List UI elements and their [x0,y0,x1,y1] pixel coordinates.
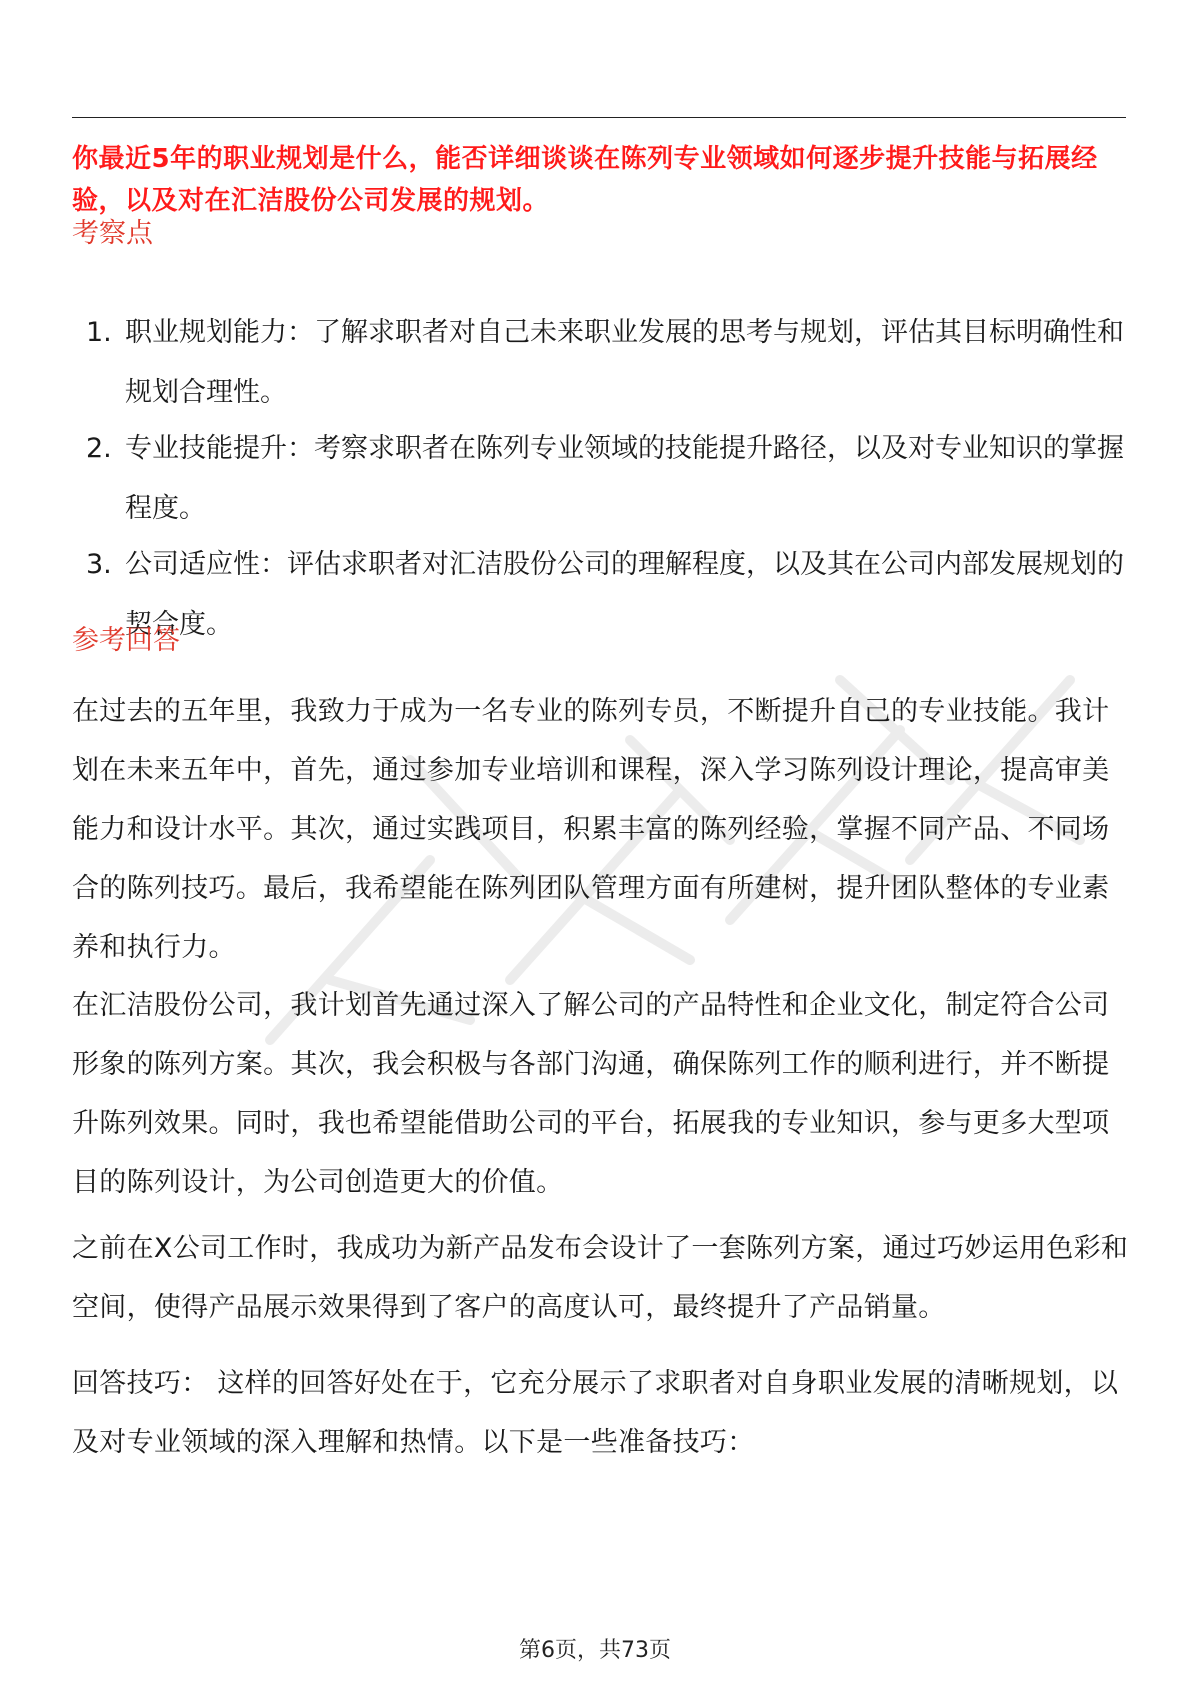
list-item [72,419,1132,539]
answer-paragraph: 之前在X公司工作时，我成功为新产品发布会设计了一套陈列方案，通过巧妙运用色彩和空间，使得产品展示效果得到了客户的高度认可，最终提升了产品销量。 [72,1233,1129,1323]
question-title: 你最近5年的职业规划是什么，能否详细谈谈在陈列专业领域如何逐步提升技能与拓展经验，以及对在汇洁股份公司发展的规划。 [72,144,1098,216]
list-item [72,303,1132,423]
section-heading-evaluation: 考察点 [72,218,153,249]
evaluation-points-list [72,303,1132,655]
list-item [72,535,1132,655]
list-item-text: 公司适应性：评估求职者对汇洁股份公司的理解程度，以及其在公司内部发展规划的契合度。 [125,549,1124,640]
list-item-text: 专业技能提升：考察求职者在陈列专业领域的技能提升路径，以及对专业知识的掌握程度。 [125,433,1124,524]
top-divider [72,117,1126,118]
list-item-number: 1. [86,317,112,348]
answer-paragraph: 在过去的五年里，我致力于成为一名专业的陈列专员，不断提升自己的专业技能。我计划在未来五年中，首先，通过参加专业培训和课程，深入学习陈列设计理论，提高审美能力和设计水平。其次，通过实践项目，积累丰富的陈列经验，掌握不同产品、不同场合的陈列技巧。最后，我希望能在陈列团队管理方面有所建树，提升团队整体的专业素养和执行力。 [72,696,1110,963]
page-number: 第6页，共73页 [519,1638,671,1663]
list-item-number: 3. [86,549,112,580]
list-item-number: 2. [86,433,112,464]
answer-paragraph: 在汇洁股份公司，我计划首先通过深入了解公司的产品特性和企业文化，制定符合公司形象的陈列方案。其次，我会积极与各部门沟通，确保陈列工作的顺利进行，并不断提升陈列效果。同时，我也希望能借助公司的平台，拓展我的专业知识，参与更多大型项目的陈列设计，为公司创造更大的价值。 [72,990,1110,1198]
list-item-text: 职业规划能力：了解求职者对自己未来职业发展的思考与规划，评估其目标明确性和规划合理性。 [125,317,1124,408]
answer-tips-paragraph: 回答技巧： 这样的回答好处在于，它充分展示了求职者对自身职业发展的清晰规划，以及对专业领域的深入理解和热情。以下是一些准备技巧： [72,1368,1119,1458]
section-heading-reference-answer: 参考回答 [72,625,180,656]
